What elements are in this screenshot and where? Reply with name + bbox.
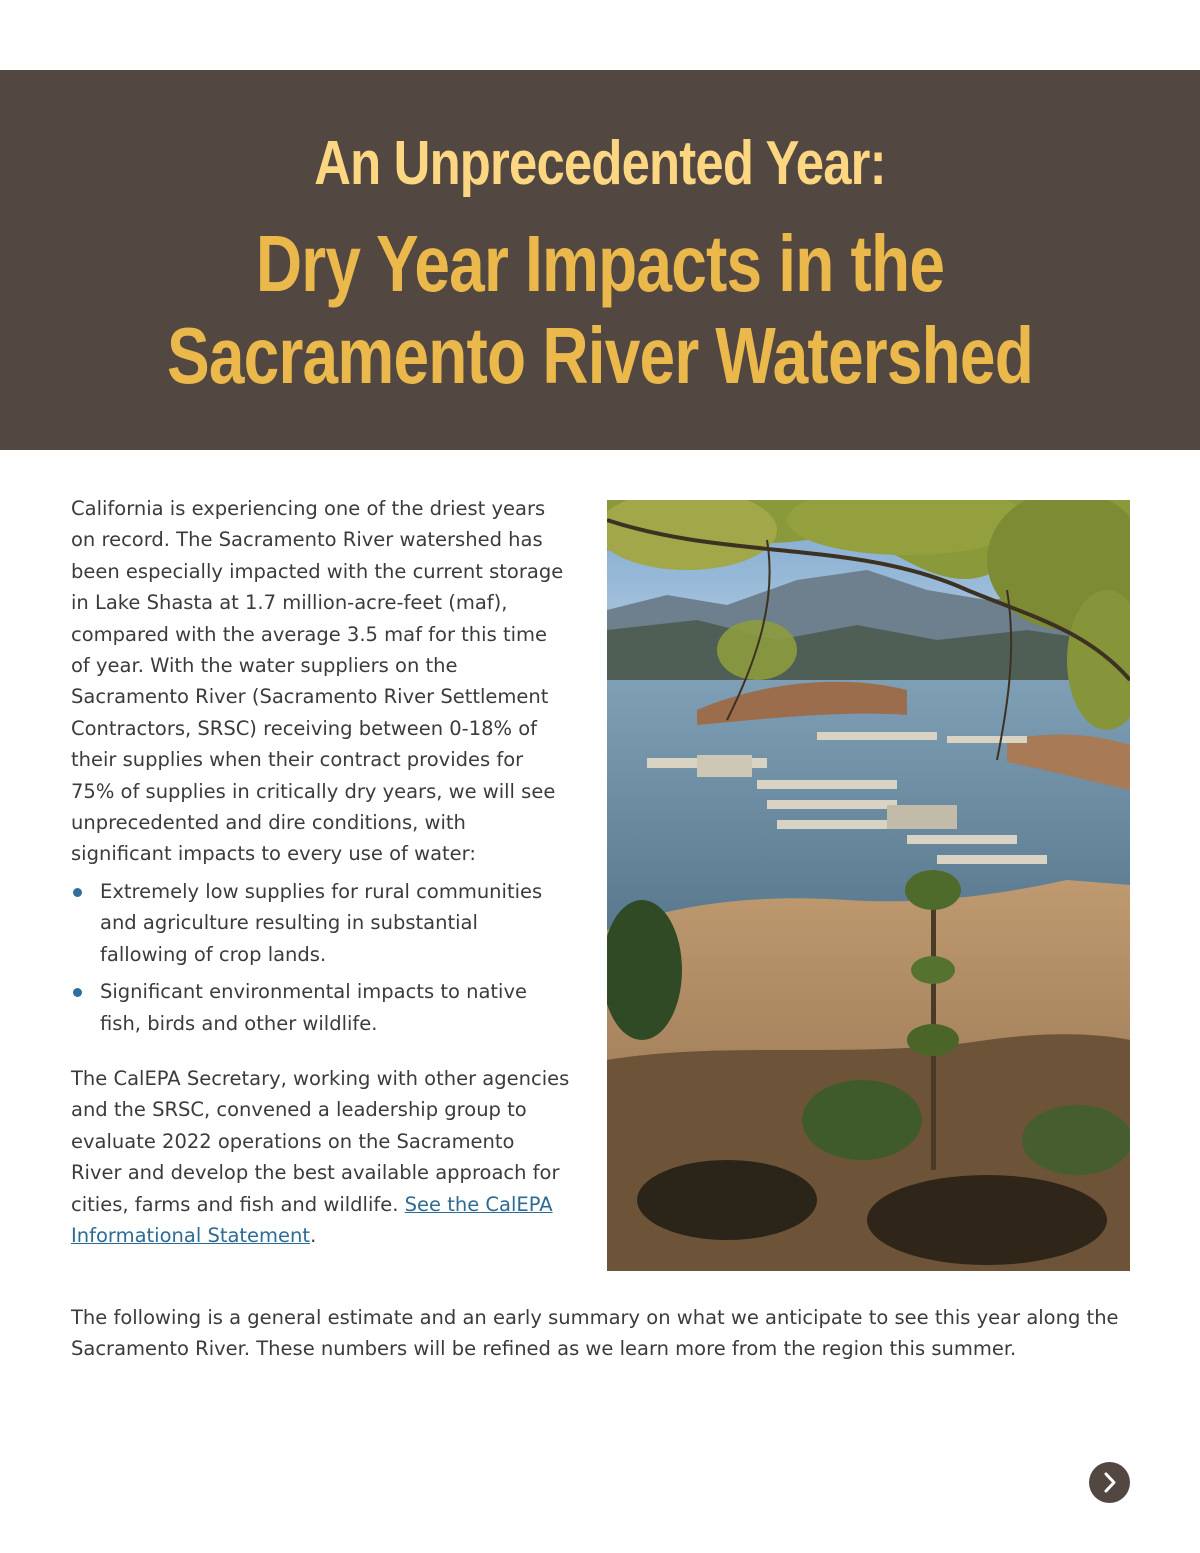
list-item [71, 876, 571, 970]
body-text-column [71, 493, 571, 1251]
bullet-text: Extremely low supplies for rural communities and agriculture resulting in substantial fallowing of crop lands. [100, 879, 543, 966]
bullet-dot-icon [73, 888, 82, 897]
link-suffix: . [310, 1223, 317, 1247]
list-item [71, 976, 571, 1039]
summary-paragraph: The following is a general estimate and an early summary on what we anticipate to see this year along the Sacramento River. These numbers will be refined as we learn more from the region this summer. [71, 1306, 1119, 1361]
chevron-right-icon [1089, 1462, 1130, 1503]
title-banner [0, 70, 1200, 450]
bullet-dot-icon [73, 988, 82, 997]
bullet-text: Significant environmental impacts to native fish, birds and other wildlife. [100, 980, 528, 1035]
second-paragraph [71, 1063, 571, 1251]
page-title-line-3: Sacramento River Watershed [166, 311, 1034, 400]
second-paragraph-text: The CalEPA Secretary, working with other agencies and the SRSC, convened a leadership group to evaluate 2022 operations on the Sacramento River and develop the best available approach for cities, farms and fish and wildlife. [71, 1066, 570, 1216]
calepa-statement-link[interactable]: See the CalEPA Informational Statement [71, 1192, 553, 1247]
page-title-line-2: Dry Year Impacts in the [255, 219, 945, 308]
page-title-line-1: An Unprecedented Year: [314, 129, 886, 198]
intro-paragraph: California is experiencing one of the driest years on record. The Sacramento River watershed has been especially impacted with the current storage in Lake Shasta at 1.7 million-acre-feet (maf), compared with the average 3.5 maf for this time of year. With the water suppliers on the Sacramento River (Sacramento River Settlement Contractors, SRSC) receiving between 0-18% of their supplies when their contract provides for 75% of supplies in critically dry years, we will see unprecedented and dire conditions, with significant impacts to every use of water: [71, 497, 564, 866]
next-page-button[interactable] [1089, 1462, 1130, 1503]
impact-list [71, 876, 571, 1039]
lake-shasta-photo [607, 500, 1130, 1271]
